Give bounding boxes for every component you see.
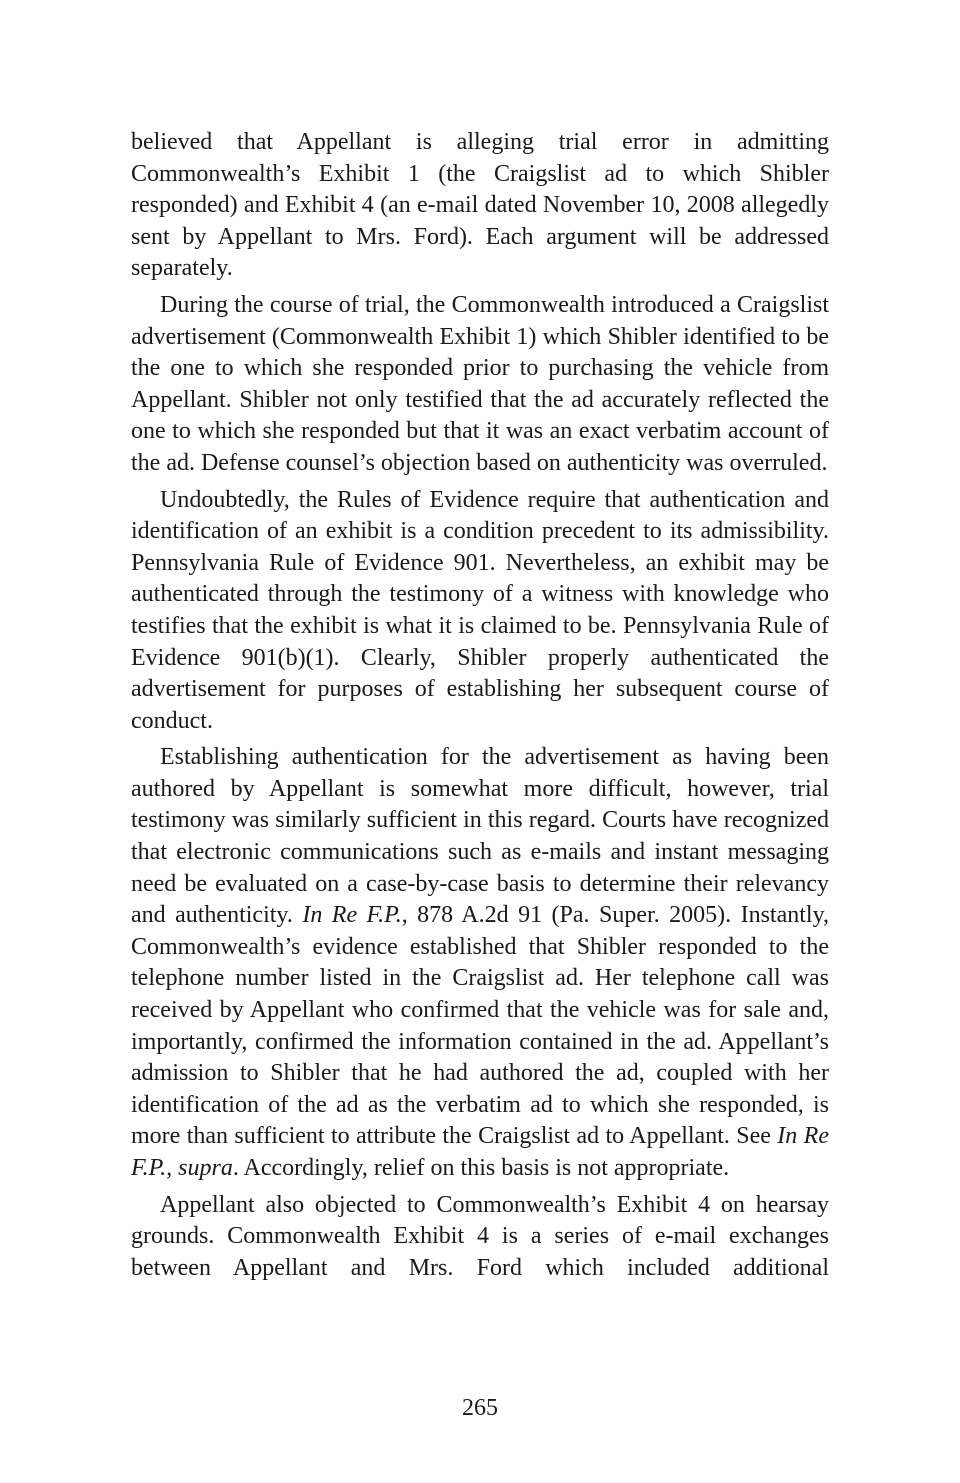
- paragraph-3: Undoubtedly, the Rules of Evidence require that authentication and identification of an exhibit is a condition precedent to its admissibility. Pennsylvania Rule of Evidence 901. Nevertheless, an exhibit may be authenticated through the testimony of a witness with knowledge who testifies that the exhibit is what it is claimed to be. Pennsylvania Rule of Evidence 901(b)(1). Clearly, Shibler properly authenticated the advertisement for purposes of establishing her subsequent course of conduct.: [131, 486, 829, 734]
- case-citation-supra: In Re F.P., supra: [131, 1123, 829, 1181]
- paragraph-5: Appellant also objected to Commonwealth’s Exhibit 4 on hearsay grounds. Commonwealth Exhibit 4 is a series of e-mail exchanges between Appellant and Mrs. Ford which included additional: [131, 1191, 829, 1281]
- paragraph-1: believed that Appellant is alleging trial error in admitting Commonwealth’s Exhibit 1 (the Craigslist ad to which Shibler responded) and Exhibit 4 (an e-mail dated November 10, 2008 allegedly sent by Appellant to Mrs. Ford). Each argument will be addressed separately.: [131, 129, 829, 282]
- paragraph-4-text-a: Establishing authentication for the advertisement as having been authored by Appellant is somewhat more difficult, however, trial testimony was similarly sufficient in this regard. Courts have recognized that electronic communications such as e-mails and instant messaging need be evaluated on a case-by-case basis to determine their relevancy and authenticity.: [131, 744, 829, 929]
- page-number: 265: [462, 1395, 498, 1421]
- paragraph-2: During the course of trial, the Commonwealth introduced a Craigslist advertisement (Commonwealth Exhibit 1) which Shibler identified to be the one to which she responded prior to purchasing the vehicle from Appellant. Shibler not only testified that the ad accurately reflected the one to which she responded but that it was an exact verbatim account of the ad. Defense counsel’s objection based on authenticity was overruled.: [131, 291, 829, 476]
- paragraph-4-text-b: , 878 A.2d 91 (Pa. Super. 2005). Instantly, Commonwealth’s evidence established that Shibler responded to the telephone number listed in the Craigslist ad. Her telephone call was received by Appellant who confirmed that the vehicle was for sale and, importantly, confirmed the information contained in the ad. Appellant’s admission to Shibler that he had authored the ad, coupled with her identification of the ad as the verbatim ad to which she responded, is more than sufficient to attribute the Craigslist ad to Appellant. See: [131, 902, 830, 1150]
- paragraph-4-text-c: . Accordingly, relief on this basis is not appropriate.: [232, 1155, 730, 1181]
- paragraph-4: [131, 742, 829, 1184]
- case-citation: In Re F.P.: [302, 902, 402, 929]
- page-body: [131, 127, 829, 1284]
